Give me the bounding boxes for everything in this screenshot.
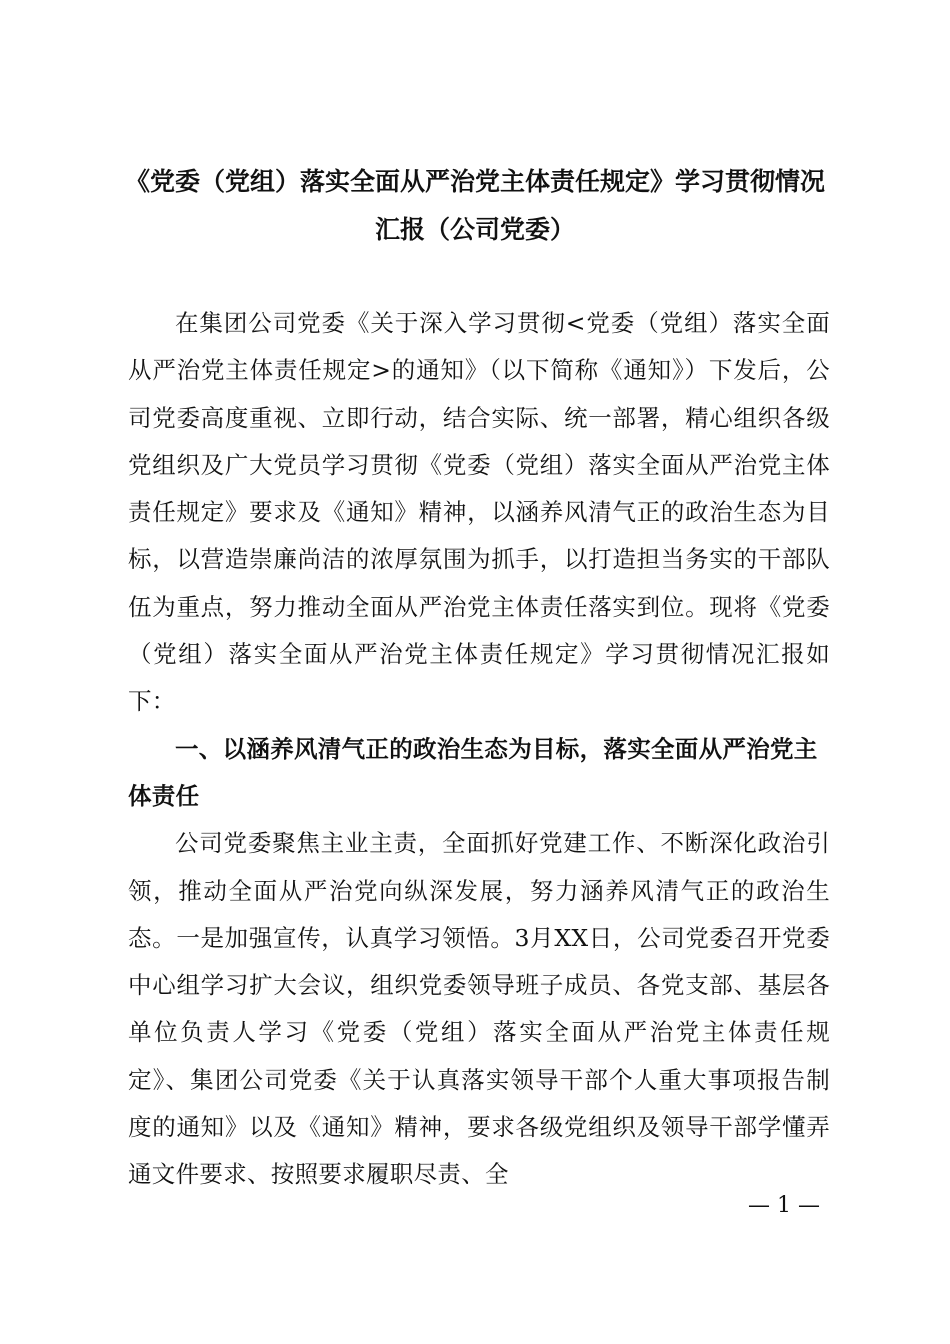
- section-1-heading: 一、以涵养风清气正的政治生态为目标，落实全面从严治党主体责任: [128, 734, 818, 810]
- document-title: [100, 158, 850, 254]
- page-number: — 1 —: [748, 1193, 820, 1218]
- document-body: [128, 300, 830, 1199]
- title-line-2: 汇报（公司党委）: [374, 215, 575, 244]
- intro-paragraph: 在集团公司党委《关于深入学习贯彻<党委（党组）落实全面从严治党主体责任规定>的通知》（以下简称《通知》）下发后，公司党委高度重视、立即行动，结合实际、统一部署，精心组织各级党组织及广大党员学习贯彻《党委（党组）落实全面从严治党主体责任规定》要求及《通知》精神，以涵养风清气正的政治生态为目标，以营造崇廉尚洁的浓厚氛围为抓手，以打造担当务实的干部队伍为重点，努力推动全面从严治党主体责任落实到位。现将《党委（党组）落实全面从严治党主体责任规定》学习贯彻情况汇报如下：: [128, 309, 830, 716]
- section-1-paragraph: 公司党委聚焦主业主责，全面抓好党建工作、不断深化政治引领，推动全面从严治党向纵深发展，努力涵养风清气正的政治生态。一是加强宣传，认真学习领悟。3月XX日，公司党委召开党委中心组学习扩大会议，组织党委领导班子成员、各党支部、基层各单位负责人学习《党委（党组）落实全面从严治党主体责任规定》、集团公司党委《关于认真落实领导干部个人重大事项报告制度的通知》以及《通知》精神，要求各级党组织及领导干部学懂弄通文件要求、按照要求履职尽责、全: [128, 829, 830, 1189]
- title-line-1: 《党委（党组）落实全面从严治党主体责任规定》学习贯彻情况: [124, 167, 825, 196]
